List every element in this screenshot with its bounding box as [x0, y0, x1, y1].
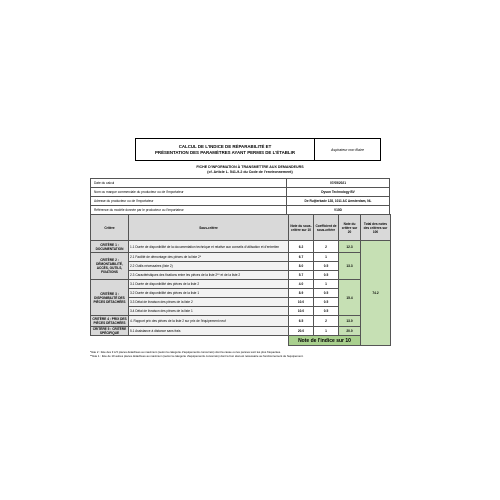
sub-note: 5.7 [289, 271, 314, 280]
info-value: De Ruijterkade 128, 1011 AC Amsterdam, NL [287, 197, 390, 206]
sheet-title [135, 138, 315, 161]
notice-line-2: (cf. Article L. 541-9-2 du Code de l'environnement) [207, 170, 293, 174]
sub-note: 8.9 [289, 289, 314, 298]
criterion-name: CRITÈRE 4 : PRIX DES PIÈCES DÉTACHÉES [92, 317, 127, 325]
criterion-name: CRITÈRE 1 : DOCUMENTATION [91, 241, 129, 253]
product-type: Aspirateur non filaire [315, 138, 381, 161]
spacer [91, 336, 129, 346]
table-row [91, 280, 391, 289]
subcriterion-label: 5.1 Assistance à distance sans frais [129, 327, 289, 336]
table-row [91, 316, 391, 327]
footnote-1: *liste 2 : liste des 3 à 5 pièces détachées au maximum (selon la catégorie d'équipements concernés) dont la casse ou les pannes sont les plus fréquentes. [90, 350, 281, 354]
sub-coef: 1 [314, 253, 339, 262]
sub-coef: 1 [314, 280, 339, 289]
criterion-name: CRITÈRE 2 : DÉMONTABILITÉ, ACCÈS, OUTILS, FIXATIONS [91, 253, 129, 280]
info-label: Référence du modèle donnée par le producteur ou l'importateur [91, 206, 287, 215]
table-row [91, 327, 391, 336]
info-row [91, 179, 390, 188]
sub-note: 20.0 [289, 327, 314, 336]
title-line-1: CALCUL DE L'INDICE DE RÉPARABILITÉ ET [178, 143, 272, 149]
criterion-note: 15.4 [339, 280, 361, 316]
notice-line-1: FICHE D'INFORMATION À TRANSMETTRE AUX DEMANDEURS [196, 165, 304, 169]
sub-coef: 0.5 [314, 298, 339, 307]
info-value: 07/05/2021 [287, 179, 390, 188]
criterion-name: CRITÈRE 3 : DISPONIBILITÉ DES PIÈCES DÉTACHÉES [91, 280, 129, 316]
criterion-note: 12.3 [339, 241, 361, 253]
spacer [129, 336, 289, 346]
criterion-note: 13.0 [339, 316, 361, 327]
subcriterion-label: 4. Rapport prix des pièces de la liste 2 sur prix de l'équipement neuf [129, 316, 289, 327]
total-score: 74.2 [361, 241, 391, 346]
subcriterion-label: 2.2 Outils nécessaires (liste 2) [129, 262, 289, 271]
notice [120, 165, 380, 175]
subcriterion-label: 3.1 Durée de disponibilité des pièces de la liste 2 [129, 280, 289, 289]
footnotes [90, 350, 410, 358]
subcriterion-label: 3.4 Délai de livraison des pièces de la liste 1 [129, 307, 289, 316]
sub-note: 6.2 [289, 241, 314, 253]
info-table [90, 178, 390, 215]
sub-coef: 0.5 [314, 307, 339, 316]
score-table [90, 214, 391, 346]
table-row [91, 241, 391, 253]
col-subcriterion: Sous-critère [129, 215, 289, 241]
sub-note: 10.0 [289, 298, 314, 307]
sub-coef: 2 [314, 316, 339, 327]
final-score-row [91, 336, 391, 346]
sub-coef: 0.5 [314, 289, 339, 298]
col-total: Total des notes des critères sur 100 [361, 215, 391, 241]
criterion-note: 20.0 [339, 327, 361, 336]
info-value: Dyson Technology BV [287, 188, 390, 197]
sub-coef: 1 [314, 327, 339, 336]
criterion-name: CRITÈRE 5 : CRITÈRE SPÉCIFIQUE [91, 327, 129, 336]
col-criterion: Critère [91, 215, 129, 241]
sub-coef: 0.5 [314, 262, 339, 271]
info-value: V10D [287, 206, 390, 215]
subcriterion-label: 3.2 Durée de disponibilité des pièces de la liste 1 [129, 289, 289, 298]
sub-coef: 2 [314, 241, 339, 253]
info-label: Date du calcul [91, 179, 287, 188]
col-note-sub: Note du sous-critère sur 10 [289, 215, 314, 241]
col-note-crit: Note du critère sur 20 [339, 215, 361, 241]
info-row [91, 197, 390, 206]
sub-note: 6.7 [289, 253, 314, 262]
subcriterion-label: 3.3 Délai de livraison des pièces de la liste 2 [129, 298, 289, 307]
subcriterion-label: 2.3 Caractéristiques des fixations entre les pièces de la liste 2** et de la liste 2 [129, 271, 289, 280]
footnote-2: **liste 1 : liste de 10 autres pièces détachées au maximum (selon la catégorie d'équipements concernés) dont le bon état est nécessaire au fonctionnement de l'équipement. [90, 354, 304, 358]
sub-note: 8.0 [289, 262, 314, 271]
final-score-label: Note de l'indice sur 10 [289, 336, 361, 346]
info-label: Nom ou marque commerciale du producteur ou de l'importateur [91, 188, 287, 197]
table-row [91, 253, 391, 262]
sub-note: 4.0 [289, 280, 314, 289]
info-label: Adresse du producteur ou de l'importateur [91, 197, 287, 206]
sub-coef: 0.5 [314, 271, 339, 280]
info-row [91, 188, 390, 197]
sub-note: 10.0 [289, 307, 314, 316]
sub-note: 6.5 [289, 316, 314, 327]
criterion-note: 13.3 [339, 253, 361, 280]
col-coefficient: Coefficient de sous-critère [314, 215, 339, 241]
subcriterion-label: 1.1 Durée de disponibilité de la documentation technique et relative aux conseils d'utilisation et d'entretien [129, 241, 289, 253]
title-line-2: PRÉSENTATION DES PARAMÈTRES AYANT PERMIS DE L'ÉTABLIR [154, 149, 295, 155]
subcriterion-label: 2.1 Facilité de démontage des pièces de la liste 2* [129, 253, 289, 262]
